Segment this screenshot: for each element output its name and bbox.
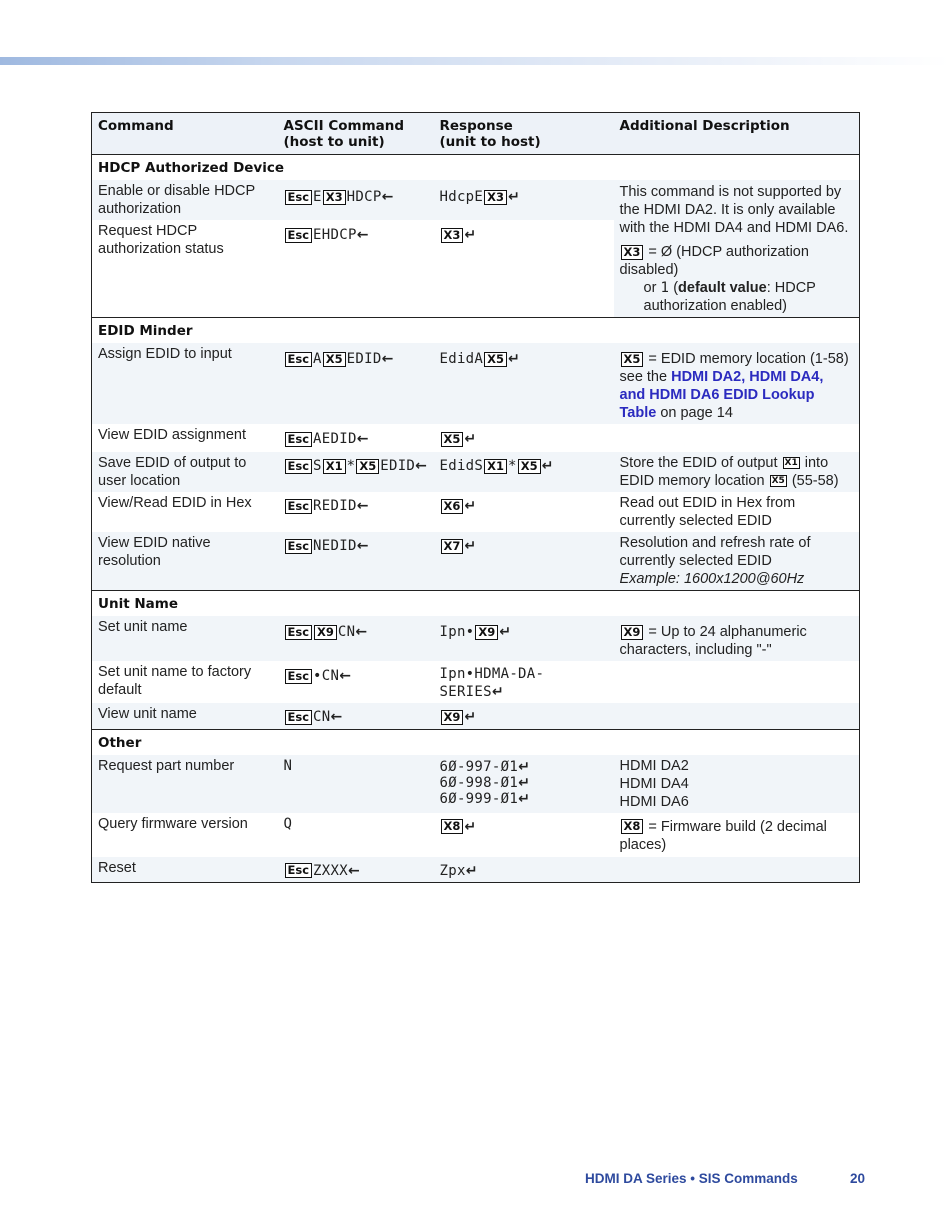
command-name: Request part number [92,755,278,813]
header-gradient-band [0,57,950,65]
x3-definition: X3 = Ø (HDCP authorization disabled) or 1 (default value: HDCP authorization enabled) [619,244,816,314]
esc-key-icon: Esc [285,669,313,684]
response [434,532,614,591]
ascii-command: Esc •CN← [278,661,434,703]
x3-variable-icon: X3 [441,228,464,243]
response: EdidS X1 * X5 ↵ [434,452,614,492]
header-command: Command [92,113,278,155]
response [434,492,614,532]
carriage-return-icon: ← [339,668,351,684]
x5-variable-icon: X5 [518,459,541,474]
description-text: This command is not supported by the HDMI DA2. It is only available with the HDMI DA4 and HDMI DA6. [619,184,849,236]
x7-variable-icon: X7 [441,539,464,554]
table-row [92,813,860,857]
x9-variable-icon: X9 [475,625,498,640]
section-title: Other [92,729,860,755]
carriage-return-icon: ← [381,351,394,367]
x1-variable-icon: X1 [323,459,346,474]
section-title: Unit Name [92,591,860,617]
return-arrow-icon: ↵ [491,684,504,700]
command-name: Enable or disable HDCP authorization [92,180,278,220]
command-name: Set unit name to factory default [98,664,252,698]
edid-lookup-table-link[interactable]: HDMI DA2, HDMI DA4, and HDMI DA6 EDID Lookup Table [619,369,824,421]
description-cell: Read out EDID in Hex from currently selected EDID [614,492,860,532]
section-hdcp [92,155,860,181]
x9-variable-icon: X9 [314,625,337,640]
command-name: Request HDCP authorization status [98,223,224,258]
return-arrow-icon: ↵ [464,538,477,554]
response [434,424,614,452]
description-cell: Store the EDID of output X1 into EDID memory location X5 (55-58) [614,452,860,492]
esc-key-icon: Esc [285,625,313,640]
esc-key-icon: Esc [285,352,313,367]
ascii-command: Q [283,815,293,832]
table-row [92,755,860,813]
command-name: Reset [92,857,278,883]
table-row [92,180,860,220]
ascii-command: Esc AEDID← [278,424,434,452]
x5-variable-icon: X5 [484,352,507,367]
ascii-command: Esc X9 CN← [278,616,434,661]
ascii-command: Esc E X3 HDCP← [278,180,434,220]
esc-key-icon: Esc [285,499,313,514]
command-name: View EDID native resolution [92,532,278,591]
x1-variable-icon: X1 [484,459,507,474]
command-name: Assign EDID to input [92,343,278,424]
carriage-return-icon: ← [330,709,343,725]
table-row [92,661,860,703]
carriage-return-icon: ← [356,431,369,447]
description-cell [614,857,860,883]
response [434,813,614,857]
ascii-command: Esc CN← [278,703,434,729]
header-response: Response (unit to host) [434,113,614,155]
return-arrow-icon: ↵ [541,458,554,474]
esc-key-icon: Esc [285,863,313,878]
ascii-command: Esc S X1 * X5 EDID← [278,452,434,492]
section-title: HDCP Authorized Device [92,155,860,181]
x3-variable-icon: X3 [323,190,346,205]
carriage-return-icon: ← [415,458,427,474]
table-row [92,616,860,661]
x8-variable-icon: X8 [441,819,464,834]
x1-variable-icon: X1 [784,458,798,469]
x3-variable-icon: X3 [484,190,507,205]
description-cell [614,703,860,729]
esc-key-icon: Esc [285,228,313,243]
return-arrow-icon: ↵ [464,709,477,725]
section-other [92,729,860,755]
page-number: 20 [850,1171,866,1186]
header-ascii-command: ASCII Command (host to unit) [278,113,434,155]
table-row [92,857,860,883]
x8-variable-icon: X8 [621,819,644,834]
description-cell: X9 = Up to 24 alphanumeric characters, including "-" [614,616,860,661]
x9-variable-icon: X9 [441,710,464,725]
ascii-command: N [278,755,434,813]
table-row [92,532,860,591]
description-cell: HDMI DA2 HDMI DA4 HDMI DA6 [614,755,860,813]
description-cell: X8 = Firmware build (2 decimal places) [614,813,860,857]
return-arrow-icon: ↵ [499,624,512,640]
table-row [92,424,860,452]
carriage-return-icon: ← [381,189,394,205]
ascii-command: Esc ZXXX← [278,857,434,883]
response: Ipn•HDMA-DA- SERIES↵ [439,666,545,700]
return-arrow-icon: ↵ [464,498,477,514]
x5-variable-icon: X5 [356,459,379,474]
response: 6Ø-997-Ø1↵ 6Ø-998-Ø1↵ 6Ø-999-Ø1↵ [434,755,614,813]
response: Ipn• X9 ↵ [434,616,614,661]
table-row [92,452,860,492]
command-name: View/Read EDID in Hex [98,495,252,511]
header-additional-description: Additional Description [614,113,860,155]
table-row [92,703,860,729]
command-name: Query firmware version [98,815,248,832]
x5-variable-icon: X5 [323,352,346,367]
esc-key-icon: Esc [285,710,313,725]
return-arrow-icon: ↵ [464,227,477,244]
page-footer [585,1171,866,1186]
response: EdidA X5 ↵ [434,343,614,424]
ascii-command: Esc EHDCP← [278,220,434,317]
carriage-return-icon: ← [356,227,369,244]
description-cell: Resolution and refresh rate of currently selected EDID Example: 1600x1200@60Hz [614,532,860,591]
sis-command-table [91,112,860,883]
return-arrow-icon: ↵ [518,774,530,791]
esc-key-icon: Esc [285,432,313,447]
command-name: Set unit name [92,616,278,661]
x9-variable-icon: X9 [621,625,644,640]
return-arrow-icon: ↵ [465,862,478,879]
carriage-return-icon: ← [356,498,369,514]
return-arrow-icon: ↵ [518,790,530,807]
command-name: View unit name [92,703,278,729]
return-arrow-icon: ↵ [464,431,477,447]
response [434,703,614,729]
table-row [92,343,860,424]
return-arrow-icon: ↵ [508,189,520,205]
description-cell: X5 = EDID memory location (1-58) see the HDMI DA2, HDMI DA4, and HDMI DA6 EDID Lookup Table on page 14 [614,343,860,424]
esc-key-icon: Esc [285,459,313,474]
esc-key-icon: Esc [285,190,313,205]
footer-title: HDMI DA Series • SIS Commands [585,1171,798,1186]
section-edid-minder [92,318,860,344]
section-unit-name [92,591,860,617]
return-arrow-icon: ↵ [508,351,520,367]
return-arrow-icon: ↵ [518,758,530,775]
description-cell [614,661,860,703]
x5-variable-icon: X5 [441,432,464,447]
esc-key-icon: Esc [285,539,313,554]
table-row [92,492,860,532]
command-name: View EDID assignment [98,427,247,443]
command-name: Save EDID of output to user location [92,452,278,492]
description-cell [614,424,860,452]
ascii-command: Esc NEDID← [278,532,434,591]
description-cell [614,180,860,318]
carriage-return-icon: ← [355,624,368,640]
ascii-command: Esc REDID← [278,492,434,532]
table-header-row [92,113,860,155]
section-title: EDID Minder [92,318,860,344]
response: HdcpE X3 ↵ [434,180,614,220]
response: Zpx↵ [434,857,614,883]
response [434,220,614,317]
x3-variable-icon: X3 [621,245,644,260]
carriage-return-icon: ← [347,862,360,879]
ascii-command: Esc A X5 EDID← [278,343,434,424]
x5-variable-icon: X5 [621,352,644,367]
return-arrow-icon: ↵ [464,818,477,835]
carriage-return-icon: ← [356,538,369,554]
x5-variable-icon: X5 [771,476,785,487]
x6-variable-icon: X6 [441,499,464,514]
